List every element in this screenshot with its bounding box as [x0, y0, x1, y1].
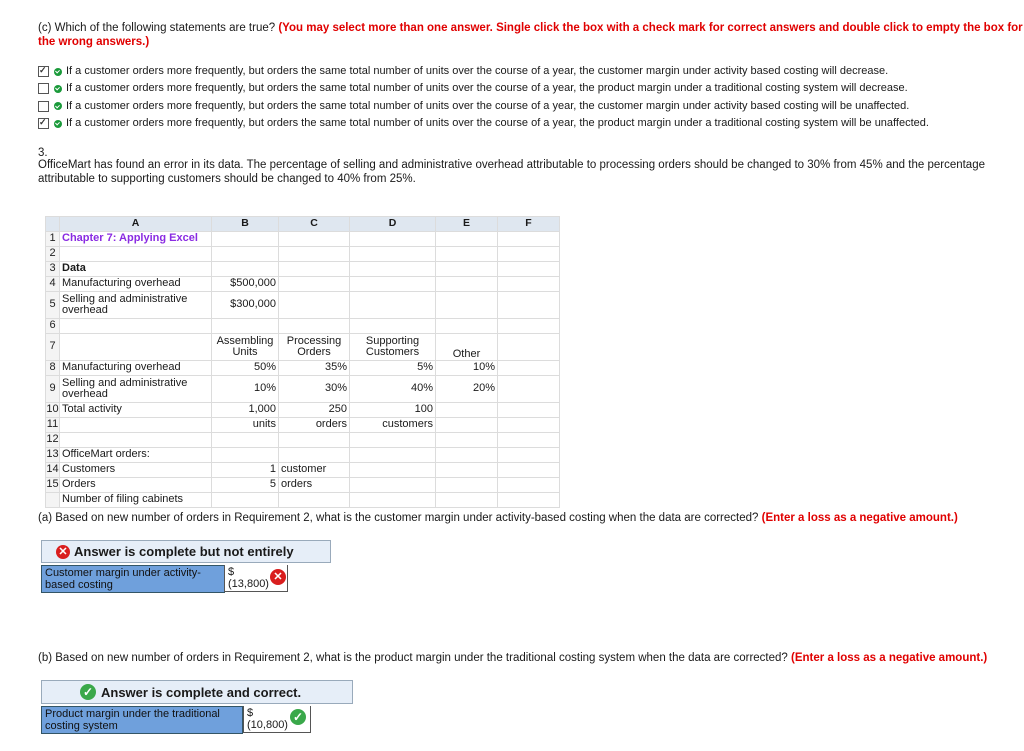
answer-value-a: (13,800) [228, 578, 269, 590]
x-circle-icon: ✕ [270, 569, 286, 585]
excel-sheet [45, 216, 563, 506]
cell-a10: Total activity [60, 403, 212, 418]
answer-options [38, 63, 929, 132]
cell-c7: Processing Orders [279, 334, 350, 361]
correct-check-icon [54, 102, 62, 110]
checkbox-option-1[interactable] [38, 66, 49, 77]
check-circle-icon: ✓ [80, 684, 96, 700]
data-heading: Data [60, 262, 212, 277]
question-3-text: OfficeMart has found an error in its data. The percentage of selling and administrative overhead attributable to processing orders should be changed to 30% from 45% and the percentage attributable to supporting customers should be changed to 40% from 25%. [38, 159, 985, 185]
answer-label-b: Product margin under the traditional costing system [41, 706, 243, 734]
cell-b10: 1,000 [212, 403, 279, 418]
cell-c15: orders [279, 478, 350, 493]
sheet-row [46, 448, 560, 463]
row-number: 11 [46, 418, 60, 433]
row-number: 12 [46, 433, 60, 448]
correct-check-icon [54, 68, 62, 76]
cell-c11: orders [279, 418, 350, 433]
answer-label-a: Customer margin under activity-based costing [41, 565, 225, 593]
col-header-d: D [350, 217, 436, 232]
row-number: 5 [46, 292, 60, 319]
cell-d8: 5% [350, 361, 436, 376]
answer-value-b: (10,800) [247, 719, 288, 731]
cell-b9: 10% [212, 376, 279, 403]
cell-e7: Other [436, 334, 498, 361]
cell-b7: Assembling Units [212, 334, 279, 361]
cell-c10: 250 [279, 403, 350, 418]
col-header-e: E [436, 217, 498, 232]
cell-d11: customers [350, 418, 436, 433]
row-number: 3 [46, 262, 60, 277]
status-correct [41, 680, 353, 704]
question-b-instruction: (Enter a loss as a negative amount.) [791, 652, 988, 664]
row-number: 7 [46, 334, 60, 361]
cell-b5: $300,000 [212, 292, 279, 319]
col-header-b: B [212, 217, 279, 232]
question-c-text: (c) Which of the following statements are true? [38, 22, 276, 34]
question-c [38, 21, 1023, 49]
col-header-a: A [60, 217, 212, 232]
option-4-text: If a customer orders more frequently, but orders the same total number of units over the course of a year, the product margin under a traditional costing system will be unaffected. [66, 116, 929, 129]
row-number: 6 [46, 319, 60, 334]
option-3 [38, 98, 929, 115]
cell-a15: Orders [60, 478, 212, 493]
sheet-row [46, 463, 560, 478]
cell-e8: 10% [436, 361, 498, 376]
row-number: 14 [46, 463, 60, 478]
sheet-row [46, 292, 560, 319]
column-header-row [46, 217, 560, 232]
sheet-row [46, 376, 560, 403]
option-3-text: If a customer orders more frequently, but orders the same total number of units over the course of a year, the customer margin under activity based costing will be unaffected. [66, 99, 910, 112]
cell-a4: Manufacturing overhead [60, 277, 212, 292]
sheet-row [46, 262, 560, 277]
cell-c14: customer [279, 463, 350, 478]
col-header-c: C [279, 217, 350, 232]
cell-d7: Supporting Customers [350, 334, 436, 361]
sheet-title: Chapter 7: Applying Excel [60, 232, 212, 247]
cell-e9: 20% [436, 376, 498, 403]
cell-a5: Selling and administrative overhead [60, 292, 212, 319]
cell-b8: 50% [212, 361, 279, 376]
row-number: 9 [46, 376, 60, 403]
option-1-text: If a customer orders more frequently, but orders the same total number of units over the course of a year, the customer margin under activity based costing will decrease. [66, 65, 889, 77]
option-2 [38, 80, 929, 97]
sheet-row [46, 478, 560, 493]
question-b [38, 651, 1023, 665]
cell-a14: Customers [60, 463, 212, 478]
row-number: 10 [46, 403, 60, 418]
sheet-row [46, 232, 560, 247]
row-number: 4 [46, 277, 60, 292]
cell-a16: Number of filing cabinets [60, 493, 212, 508]
row-number: 13 [46, 448, 60, 463]
sheet-row [46, 403, 560, 418]
sheet-row [46, 418, 560, 433]
x-circle-icon: ✕ [56, 545, 70, 559]
cell-d9: 40% [350, 376, 436, 403]
cell-a13: OfficeMart orders: [60, 448, 212, 463]
row-number: 8 [46, 361, 60, 376]
row-number: 15 [46, 478, 60, 493]
status-partial-text: Answer is complete but not entirely [74, 544, 294, 559]
option-2-text: If a customer orders more frequently, but orders the same total number of units over the course of a year, the product margin under a traditional costing system will decrease. [66, 82, 908, 95]
question-a-instruction: (Enter a loss as a negative amount.) [761, 512, 958, 524]
row-number [46, 493, 60, 508]
sheet-row [46, 319, 560, 334]
check-circle-icon: ✓ [290, 709, 306, 725]
option-1 [38, 63, 929, 80]
cell-c8: 35% [279, 361, 350, 376]
sheet-row [46, 247, 560, 262]
row-number: 2 [46, 247, 60, 262]
row-number: 1 [46, 232, 60, 247]
cell-b15: 5 [212, 478, 279, 493]
option-4 [38, 115, 929, 132]
question-3-number: 3. [38, 147, 48, 159]
cell-a9: Selling and administrative overhead [60, 376, 212, 403]
cell-d10: 100 [350, 403, 436, 418]
currency-symbol: $ [247, 707, 254, 719]
checkbox-option-3[interactable] [38, 101, 49, 112]
cell-b4: $500,000 [212, 277, 279, 292]
corner-cell [46, 217, 60, 232]
sheet-row [46, 361, 560, 376]
question-b-text: (b) Based on new number of orders in Requirement 2, what is the product margin under the traditional costing system when the data are corrected? [38, 652, 788, 664]
status-partial [41, 540, 331, 563]
sheet-row [46, 493, 560, 508]
question-c-instruction: (You may select more than one answer. Single click the box with a check mark for correct answers and double click to empty the box for the wrong answers.) [38, 22, 1023, 48]
sheet-row [46, 277, 560, 292]
checkbox-option-4[interactable] [38, 118, 49, 129]
status-correct-text: Answer is complete and correct. [101, 684, 302, 700]
correct-check-icon [54, 120, 62, 128]
question-a [38, 511, 1023, 525]
cell-a8: Manufacturing overhead [60, 361, 212, 376]
checkbox-option-2[interactable] [38, 83, 49, 94]
cell-c9: 30% [279, 376, 350, 403]
sheet-row [46, 433, 560, 448]
cell-b11: units [212, 418, 279, 433]
question-a-text: (a) Based on new number of orders in Requirement 2, what is the customer margin under activity-based costing when the data are corrected? [38, 512, 759, 524]
cell-b14: 1 [212, 463, 279, 478]
correct-check-icon [54, 85, 62, 93]
currency-symbol: $ [228, 566, 235, 578]
sheet-row [46, 334, 560, 361]
col-header-f: F [498, 217, 560, 232]
